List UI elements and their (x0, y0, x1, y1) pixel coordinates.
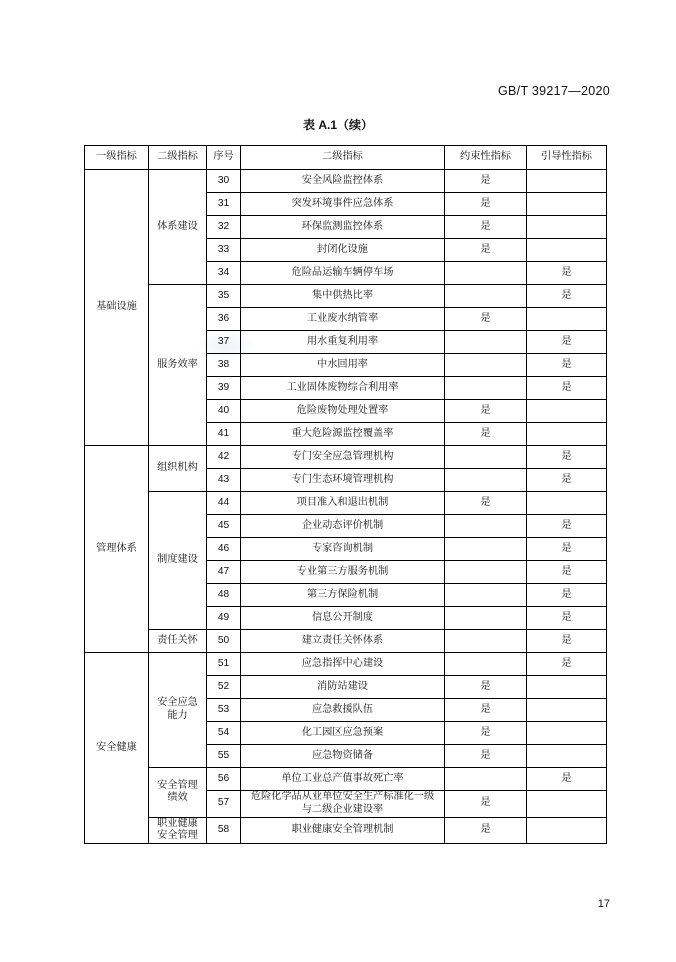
row-indicator-name: 信息公开制度 (241, 607, 445, 630)
row-guiding-mark: 是 (527, 331, 607, 354)
table-header-row (85, 146, 607, 170)
header-binding: 约束性指标 (445, 146, 527, 170)
row-number: 33 (207, 239, 241, 262)
row-indicator-name: 专家咨询机制 (241, 538, 445, 561)
row-binding-mark (445, 515, 527, 538)
row-binding-mark (445, 354, 527, 377)
row-number: 58 (207, 817, 241, 844)
row-indicator-name: 重大危险源监控覆盖率 (241, 423, 445, 446)
table-row (85, 768, 607, 791)
group-level2-label: 责任关怀 (149, 630, 207, 653)
table-row (85, 446, 607, 469)
row-guiding-mark (527, 699, 607, 722)
row-guiding-mark (527, 400, 607, 423)
row-indicator-name: 专门生态环境管理机构 (241, 469, 445, 492)
row-indicator-name: 第三方保险机制 (241, 584, 445, 607)
row-number: 30 (207, 170, 241, 193)
row-indicator-name: 封闭化设施 (241, 239, 445, 262)
row-binding-mark (445, 377, 527, 400)
group-level2-label-line2: 安全管理 (157, 830, 198, 842)
row-number: 51 (207, 653, 241, 676)
row-binding-mark: 是 (445, 170, 527, 193)
row-number: 47 (207, 561, 241, 584)
row-number: 53 (207, 699, 241, 722)
row-guiding-mark: 是 (527, 538, 607, 561)
row-binding-mark: 是 (445, 791, 527, 818)
row-indicator-name: 职业健康安全管理机制 (241, 817, 445, 844)
group-level2-label (149, 817, 207, 844)
row-guiding-mark: 是 (527, 469, 607, 492)
row-guiding-mark (527, 216, 607, 239)
header-guiding: 引导性指标 (527, 146, 607, 170)
row-binding-mark: 是 (445, 423, 527, 446)
table-row (85, 630, 607, 653)
row-indicator-name: 企业动态评价机制 (241, 515, 445, 538)
table-row (85, 817, 607, 844)
row-number: 44 (207, 492, 241, 515)
row-guiding-mark: 是 (527, 285, 607, 308)
row-guiding-mark: 是 (527, 446, 607, 469)
row-binding-mark (445, 469, 527, 492)
row-guiding-mark: 是 (527, 653, 607, 676)
row-number: 37 (207, 331, 241, 354)
row-indicator-name: 中水回用率 (241, 354, 445, 377)
table-row (85, 285, 607, 308)
row-binding-mark (445, 584, 527, 607)
row-indicator-name: 消防站建设 (241, 676, 445, 699)
row-binding-mark: 是 (445, 745, 527, 768)
row-guiding-mark: 是 (527, 630, 607, 653)
row-indicator-name: 应急救援队伍 (241, 699, 445, 722)
row-indicator-name: 专门安全应急管理机构 (241, 446, 445, 469)
indicator-table (84, 145, 607, 844)
group-level1-label: 安全健康 (85, 653, 149, 844)
row-binding-mark: 是 (445, 699, 527, 722)
row-guiding-mark: 是 (527, 607, 607, 630)
row-number: 55 (207, 745, 241, 768)
row-indicator-name: 建立责任关怀体系 (241, 630, 445, 653)
row-binding-mark (445, 262, 527, 285)
row-number: 48 (207, 584, 241, 607)
row-binding-mark (445, 561, 527, 584)
row-indicator-name: 环保监测监控体系 (241, 216, 445, 239)
group-level1-label: 管理体系 (85, 446, 149, 653)
row-number: 46 (207, 538, 241, 561)
row-number: 50 (207, 630, 241, 653)
header-indicator-name: 二级指标 (241, 146, 445, 170)
row-number: 31 (207, 193, 241, 216)
row-binding-mark: 是 (445, 817, 527, 844)
group-level2-label-line1: 职业健康 (157, 817, 198, 829)
row-number: 41 (207, 423, 241, 446)
row-binding-mark (445, 607, 527, 630)
group-level2-label: 体系建设 (149, 170, 207, 285)
group-level2-label-line1: 安全管理 (157, 779, 198, 791)
group-level2-label: 服务效率 (149, 285, 207, 446)
row-guiding-mark: 是 (527, 515, 607, 538)
row-guiding-mark: 是 (527, 584, 607, 607)
row-indicator-name-line2: 与二级企业建设率 (301, 803, 384, 815)
page-number: 17 (597, 898, 610, 910)
row-binding-mark: 是 (445, 193, 527, 216)
row-number: 35 (207, 285, 241, 308)
row-binding-mark: 是 (445, 676, 527, 699)
row-binding-mark (445, 331, 527, 354)
row-number: 36 (207, 308, 241, 331)
row-guiding-mark (527, 492, 607, 515)
row-guiding-mark (527, 308, 607, 331)
row-indicator-name: 单位工业总产值事故死亡率 (241, 768, 445, 791)
row-number: 57 (207, 791, 241, 818)
row-guiding-mark (527, 745, 607, 768)
row-indicator-name: 危险品运输车辆停车场 (241, 262, 445, 285)
row-indicator-name: 工业废水纳管率 (241, 308, 445, 331)
table-row (85, 653, 607, 676)
row-guiding-mark (527, 193, 607, 216)
row-number: 43 (207, 469, 241, 492)
row-indicator-name: 安全风险监控体系 (241, 170, 445, 193)
row-indicator-name (241, 791, 445, 818)
header-level2: 二级指标 (149, 146, 207, 170)
group-level2-label-line1: 安全应急 (157, 697, 198, 709)
row-binding-mark: 是 (445, 308, 527, 331)
row-indicator-name: 用水重复利用率 (241, 331, 445, 354)
row-guiding-mark (527, 170, 607, 193)
row-indicator-name: 应急指挥中心建设 (241, 653, 445, 676)
row-binding-mark (445, 768, 527, 791)
row-number: 34 (207, 262, 241, 285)
row-binding-mark (445, 630, 527, 653)
row-number: 40 (207, 400, 241, 423)
row-indicator-name: 突发环境事件应急体系 (241, 193, 445, 216)
row-guiding-mark: 是 (527, 768, 607, 791)
group-level2-label: 制度建设 (149, 492, 207, 630)
row-indicator-name: 化工园区应急预案 (241, 722, 445, 745)
row-number: 54 (207, 722, 241, 745)
table-caption: 表 A.1（续） (302, 118, 373, 132)
page-header-standard-number: GB/T 39217—2020 (498, 84, 610, 98)
row-guiding-mark: 是 (527, 561, 607, 584)
row-guiding-mark: 是 (527, 354, 607, 377)
row-number: 32 (207, 216, 241, 239)
row-number: 45 (207, 515, 241, 538)
row-binding-mark: 是 (445, 492, 527, 515)
row-number: 39 (207, 377, 241, 400)
row-guiding-mark: 是 (527, 262, 607, 285)
row-guiding-mark (527, 817, 607, 844)
row-guiding-mark: 是 (527, 377, 607, 400)
row-number: 38 (207, 354, 241, 377)
row-indicator-name-line1: 危险化学品从业单位安全生产标准化一级 (250, 791, 435, 802)
row-guiding-mark (527, 423, 607, 446)
group-level1-label: 基础设施 (85, 170, 149, 446)
row-guiding-mark (527, 791, 607, 818)
row-binding-mark: 是 (445, 722, 527, 745)
group-level2-label-line2: 能力 (167, 710, 188, 721)
group-level2-label: 组织机构 (149, 446, 207, 492)
row-indicator-name: 工业固体废物综合利用率 (241, 377, 445, 400)
row-binding-mark: 是 (445, 400, 527, 423)
row-indicator-name: 集中供热比率 (241, 285, 445, 308)
row-indicator-name: 应急物资储备 (241, 745, 445, 768)
row-binding-mark: 是 (445, 239, 527, 262)
row-binding-mark (445, 285, 527, 308)
row-indicator-name: 项目准入和退出机制 (241, 492, 445, 515)
group-level2-label (149, 768, 207, 818)
row-binding-mark (445, 653, 527, 676)
row-number: 42 (207, 446, 241, 469)
row-number: 56 (207, 768, 241, 791)
header-number: 序号 (207, 146, 241, 170)
header-level1: 一级指标 (85, 146, 149, 170)
row-indicator-name: 专业第三方服务机制 (241, 561, 445, 584)
group-level2-label-line2: 绩效 (167, 792, 188, 804)
row-guiding-mark (527, 239, 607, 262)
row-number: 49 (207, 607, 241, 630)
row-guiding-mark (527, 722, 607, 745)
row-binding-mark (445, 446, 527, 469)
group-level2-label (149, 653, 207, 768)
row-indicator-name: 危险废物处理处置率 (241, 400, 445, 423)
row-number: 52 (207, 676, 241, 699)
table-row (85, 170, 607, 193)
row-guiding-mark (527, 676, 607, 699)
row-binding-mark (445, 538, 527, 561)
row-binding-mark: 是 (445, 216, 527, 239)
table-row (85, 492, 607, 515)
